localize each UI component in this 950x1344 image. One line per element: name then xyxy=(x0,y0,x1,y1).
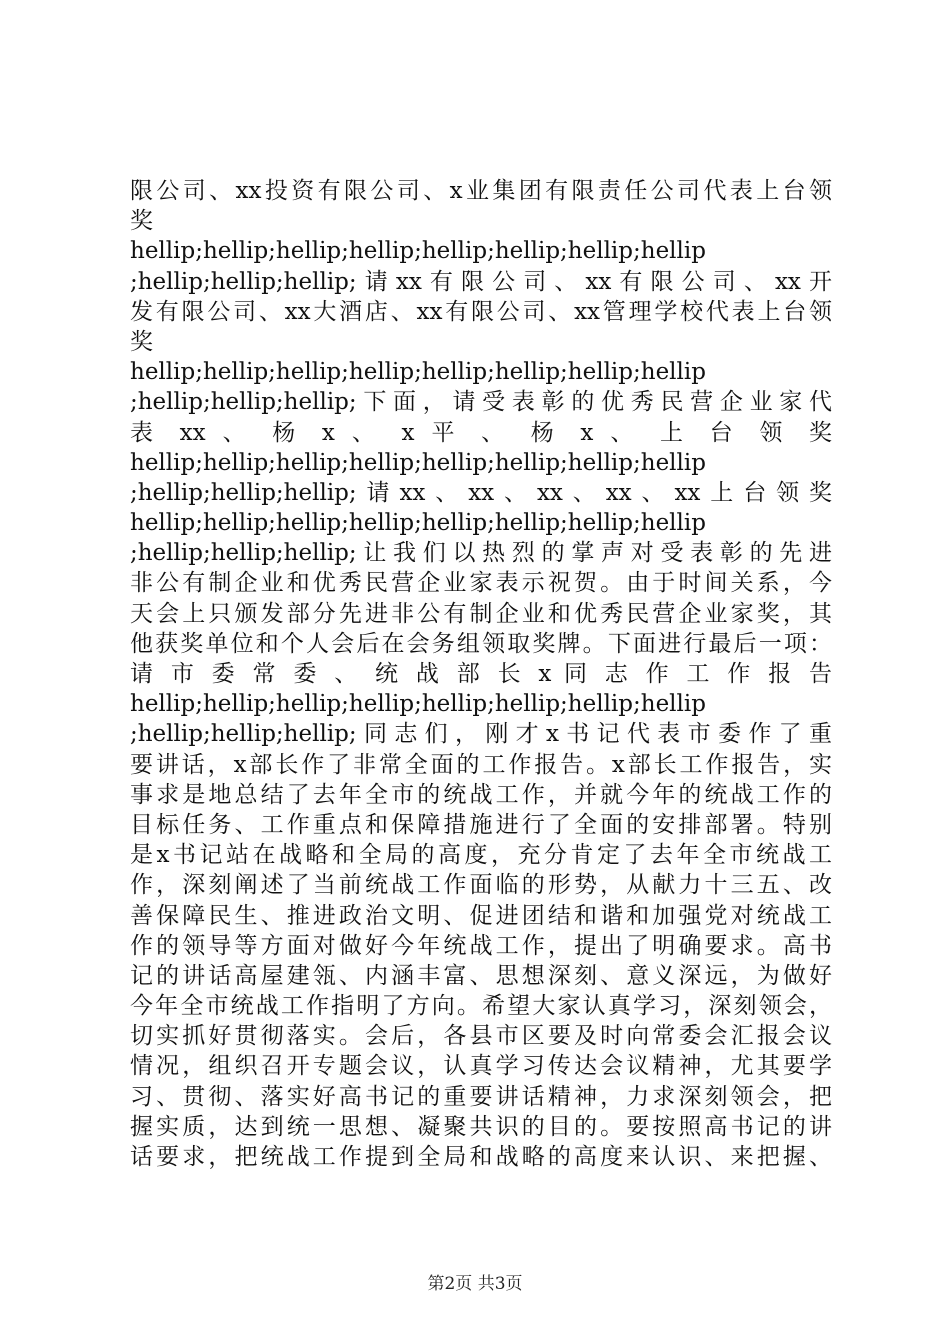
text-line: hellip;hellip;hellip;hellip;hellip;hellip;hellip;hellip xyxy=(130,359,706,386)
text-line: hellip;hellip;hellip;hellip;hellip;hellip;hellip;hellip xyxy=(130,449,706,476)
text-line: 目标任务、工作重点和保障措施进行了全面的安排部署。特别 xyxy=(130,811,832,838)
text-line: hellip;hellip;hellip;hellip;hellip;hellip;hellip;hellip xyxy=(130,510,706,537)
document-body xyxy=(130,176,832,1172)
text-line: 善保障民生、推进政治文明、促进团结和谐和加强党对统战工 xyxy=(130,902,832,929)
text-line: ;hellip;hellip;hellip;下面，请受表彰的优秀民营企业家代 xyxy=(130,389,832,416)
text-line: 奖 xyxy=(130,328,153,355)
text-line: 握实质，达到统一思想、凝聚共识的目的。要按照高书记的讲 xyxy=(130,1113,832,1140)
text-line: 天会上只颁发部分先进非公有制企业和优秀民营企业家奖，其 xyxy=(130,600,832,627)
text-line: ;hellip;hellip;hellip;请xx、xx、xx、xx、xx上台领奖 xyxy=(130,479,832,506)
text-line: 表 xx 、 杨 x 、 x 平 、 杨 x 、 上 台 领 奖 xyxy=(130,419,832,446)
text-line: 情况，组织召开专题会议，认真学习传达会议精神，尤其要学 xyxy=(130,1053,832,1080)
page-number: 第2页 共3页 xyxy=(427,1274,523,1294)
text-line: 作的领导等方面对做好今年统战工作，提出了明确要求。高书 xyxy=(130,932,832,959)
text-line: 作，深刻阐述了当前统战工作面临的形势，从献力十三五、改 xyxy=(130,872,832,899)
text-line: 非公有制企业和优秀民营企业家表示祝贺。由于时间关系，今 xyxy=(130,570,832,597)
text-line: 请 市 委 常 委 、 统 战 部 长 x 同 志 作 工 作 报 告 xyxy=(130,661,832,687)
text-line: 发有限公司、xx大酒店、xx有限公司、xx管理学校代表上台领 xyxy=(130,298,832,325)
text-line: 习、贯彻、落实好高书记的重要讲话精神，力求深刻领会，把 xyxy=(130,1083,832,1110)
text-line: 话要求，把统战工作提到全局和战略的高度来认识、来把握、 xyxy=(130,1144,832,1170)
text-line: 奖 xyxy=(130,208,153,235)
text-line: 他获奖单位和个人会后在会务组领取奖牌。下面进行最后一项： xyxy=(130,630,832,657)
text-line: ;hellip;hellip;hellip;请xx有限公司、xx有限公司、xx开 xyxy=(130,268,832,295)
text-line: ;hellip;hellip;hellip;同志们，刚才x书记代表市委作了重 xyxy=(130,721,832,748)
text-line: hellip;hellip;hellip;hellip;hellip;hellip;hellip;hellip xyxy=(130,238,706,265)
text-line: 记的讲话高屋建瓴、内涵丰富、思想深刻、意义深远，为做好 xyxy=(130,962,832,989)
text-line: 今年全市统战工作指明了方向。希望大家认真学习，深刻领会， xyxy=(130,993,832,1020)
text-line: 限公司、xx投资有限公司、x业集团有限责任公司代表上台领 xyxy=(130,178,832,204)
text-line: 要讲话，x部长作了非常全面的工作报告。x部长工作报告，实 xyxy=(130,751,832,778)
text-line: 切实抓好贯彻落实。会后，各县市区要及时向常委会汇报会议 xyxy=(130,1023,832,1050)
text-line: 事求是地总结了去年全市的统战工作，并就今年的统战工作的 xyxy=(130,781,832,808)
text-line: 是x书记站在战略和全局的高度，充分肯定了去年全市统战工 xyxy=(130,842,832,869)
text-line: ;hellip;hellip;hellip;让我们以热烈的掌声对受表彰的先进 xyxy=(130,540,832,567)
text-line: hellip;hellip;hellip;hellip;hellip;hellip;hellip;hellip xyxy=(130,691,706,718)
